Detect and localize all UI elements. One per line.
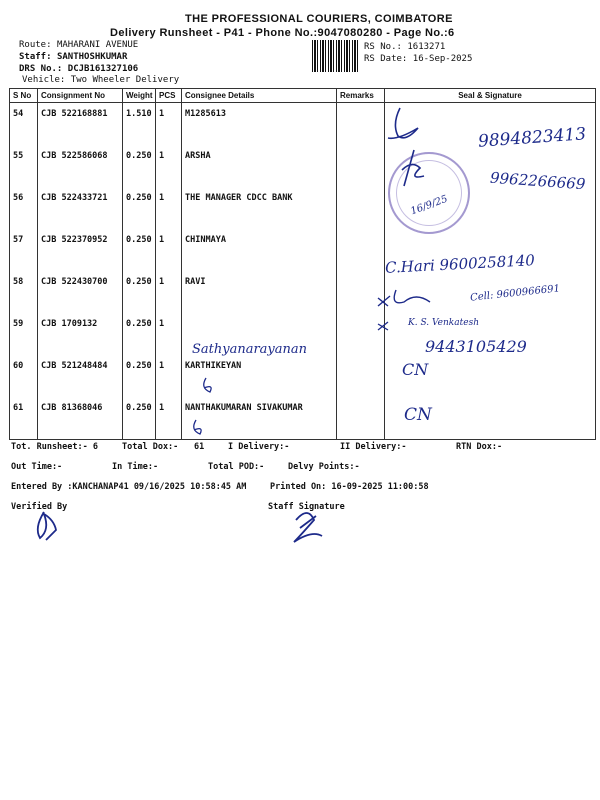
total-dox-value: 61 <box>194 442 205 452</box>
weight-cell: 1.510 <box>123 103 156 146</box>
sno-cell: 54 <box>10 103 38 146</box>
delvy-points: Delvy Points:- <box>288 462 360 472</box>
handwritten-row59-name: Sathyanarayanan <box>192 342 308 357</box>
out-time: Out Time:- <box>11 462 63 472</box>
handwritten-cn-1: CN <box>402 360 429 379</box>
verified-signature <box>38 512 56 540</box>
signature-scribble <box>378 322 388 330</box>
runsheet-subtitle: Delivery Runsheet - P41 - Phone No.:9047080280 - Page No.:6 <box>110 27 455 39</box>
signature-scribble <box>204 378 211 392</box>
signature-scribble <box>402 150 424 186</box>
pcs-cell: 1 <box>156 397 182 440</box>
weight-cell: 0.250 <box>123 229 156 271</box>
rs-date-label: RS Date: <box>364 54 408 64</box>
consignee-cell: CHINMAYA <box>182 229 337 271</box>
staff-label: Staff: <box>19 52 52 62</box>
drs-value: DCJB161327106 <box>67 64 139 74</box>
total-pod: Total POD:- <box>208 462 265 472</box>
route-label: Route: <box>19 40 52 50</box>
consignment-cell: CJB 522430700 <box>38 271 123 313</box>
signature-scribble <box>194 420 201 434</box>
signature-scribble <box>378 290 430 306</box>
staff-signature-label: Staff Signature <box>268 502 345 512</box>
ii-delivery: II Delivery:- <box>340 442 407 452</box>
handwritten-cn-2: CN <box>404 405 432 425</box>
col-remarks: Remarks <box>337 89 385 103</box>
total-dox-label: Total Dox:- <box>122 442 179 452</box>
consignee-cell: M1285613 <box>182 103 337 146</box>
entered-by: Entered By :KANCHANAP41 09/16/2025 10:58:45 AM <box>11 482 247 492</box>
weight-cell: 0.250 <box>123 187 156 229</box>
handwritten-phone-3: 9443105429 <box>425 337 527 356</box>
col-weight: Weight <box>123 89 156 103</box>
staff-signature-mark <box>294 513 322 542</box>
sno-cell: 60 <box>10 355 38 397</box>
weight-cell: 0.250 <box>123 355 156 397</box>
col-consignment: Consignment No <box>38 89 123 103</box>
weight-cell: 0.250 <box>123 271 156 313</box>
consignment-cell: CJB 81368046 <box>38 397 123 440</box>
stamp-date: 16/9/25 <box>409 193 450 218</box>
drs-label: DRS No.: <box>19 64 63 74</box>
consignment-cell: CJB 522168881 <box>38 103 123 146</box>
rs-date-value: 16-Sep-2025 <box>412 54 473 64</box>
col-seal-signature: Seal & Signature <box>385 89 596 103</box>
consignment-cell: CJB 522586068 <box>38 145 123 187</box>
sno-cell: 56 <box>10 187 38 229</box>
sno-cell: 57 <box>10 229 38 271</box>
vehicle-label: Vehicle: <box>22 75 66 85</box>
consignee-cell: KARTHIKEYAN <box>182 355 337 397</box>
consignment-cell: CJB 522370952 <box>38 229 123 271</box>
in-time: In Time:- <box>112 462 159 472</box>
printed-on: Printed On: 16-09-2025 11:00:58 <box>270 482 429 492</box>
handwritten-row58-cell: Cell: 9600966691 <box>469 283 561 304</box>
sno-cell: 59 <box>10 313 38 355</box>
handwritten-phone-1: 9894823413 <box>477 124 587 152</box>
consignment-cell: CJB 522433721 <box>38 187 123 229</box>
pcs-cell: 1 <box>156 355 182 397</box>
col-consignee: Consignee Details <box>182 89 337 103</box>
pcs-cell: 1 <box>156 187 182 229</box>
weight-cell: 0.250 <box>123 397 156 440</box>
pcs-cell: 1 <box>156 103 182 146</box>
pcs-cell: 1 <box>156 229 182 271</box>
pcs-cell: 1 <box>156 271 182 313</box>
company-title: THE PROFESSIONAL COURIERS, COIMBATORE <box>185 13 453 25</box>
pcs-cell: 1 <box>156 313 182 355</box>
consignee-cell: NANTHAKUMARAN SIVAKUMAR <box>182 397 337 440</box>
consignee-cell: RAVI <box>182 271 337 313</box>
col-sno: S No <box>10 89 38 103</box>
col-pcs: PCS <box>156 89 182 103</box>
consignment-cell: CJB 521248484 <box>38 355 123 397</box>
handwritten-row58: C.Hari 9600258140 <box>384 251 536 277</box>
sno-cell: 58 <box>10 271 38 313</box>
weight-cell: 0.250 <box>123 313 156 355</box>
consignee-cell: THE MANAGER CDCC BANK <box>182 187 337 229</box>
sno-cell: 61 <box>10 397 38 440</box>
consignment-cell: CJB 1709132 <box>38 313 123 355</box>
handwritten-row59-signature: K. S. Venkatesh <box>408 318 479 328</box>
staff-value: SANTHOSHKUMAR <box>56 52 128 62</box>
i-delivery: I Delivery:- <box>228 442 290 452</box>
rs-no-value: 1613271 <box>407 42 446 52</box>
route-value: MAHARANI AVENUE <box>56 40 139 50</box>
rs-no-label: RS No.: <box>364 42 402 52</box>
verified-by: Verified By <box>11 502 68 512</box>
vehicle-value: Two Wheeler Delivery <box>70 75 180 85</box>
tot-runsheet: Tot. Runsheet:- 6 <box>11 442 98 452</box>
pcs-cell: 1 <box>156 145 182 187</box>
weight-cell: 0.250 <box>123 145 156 187</box>
consignee-cell: ARSHA <box>182 145 337 187</box>
sno-cell: 55 <box>10 145 38 187</box>
signature-scribble <box>388 108 418 138</box>
handwritten-phone-2: 9962266669 <box>489 168 586 194</box>
rtn-dox: RTN Dox:- <box>456 442 503 452</box>
